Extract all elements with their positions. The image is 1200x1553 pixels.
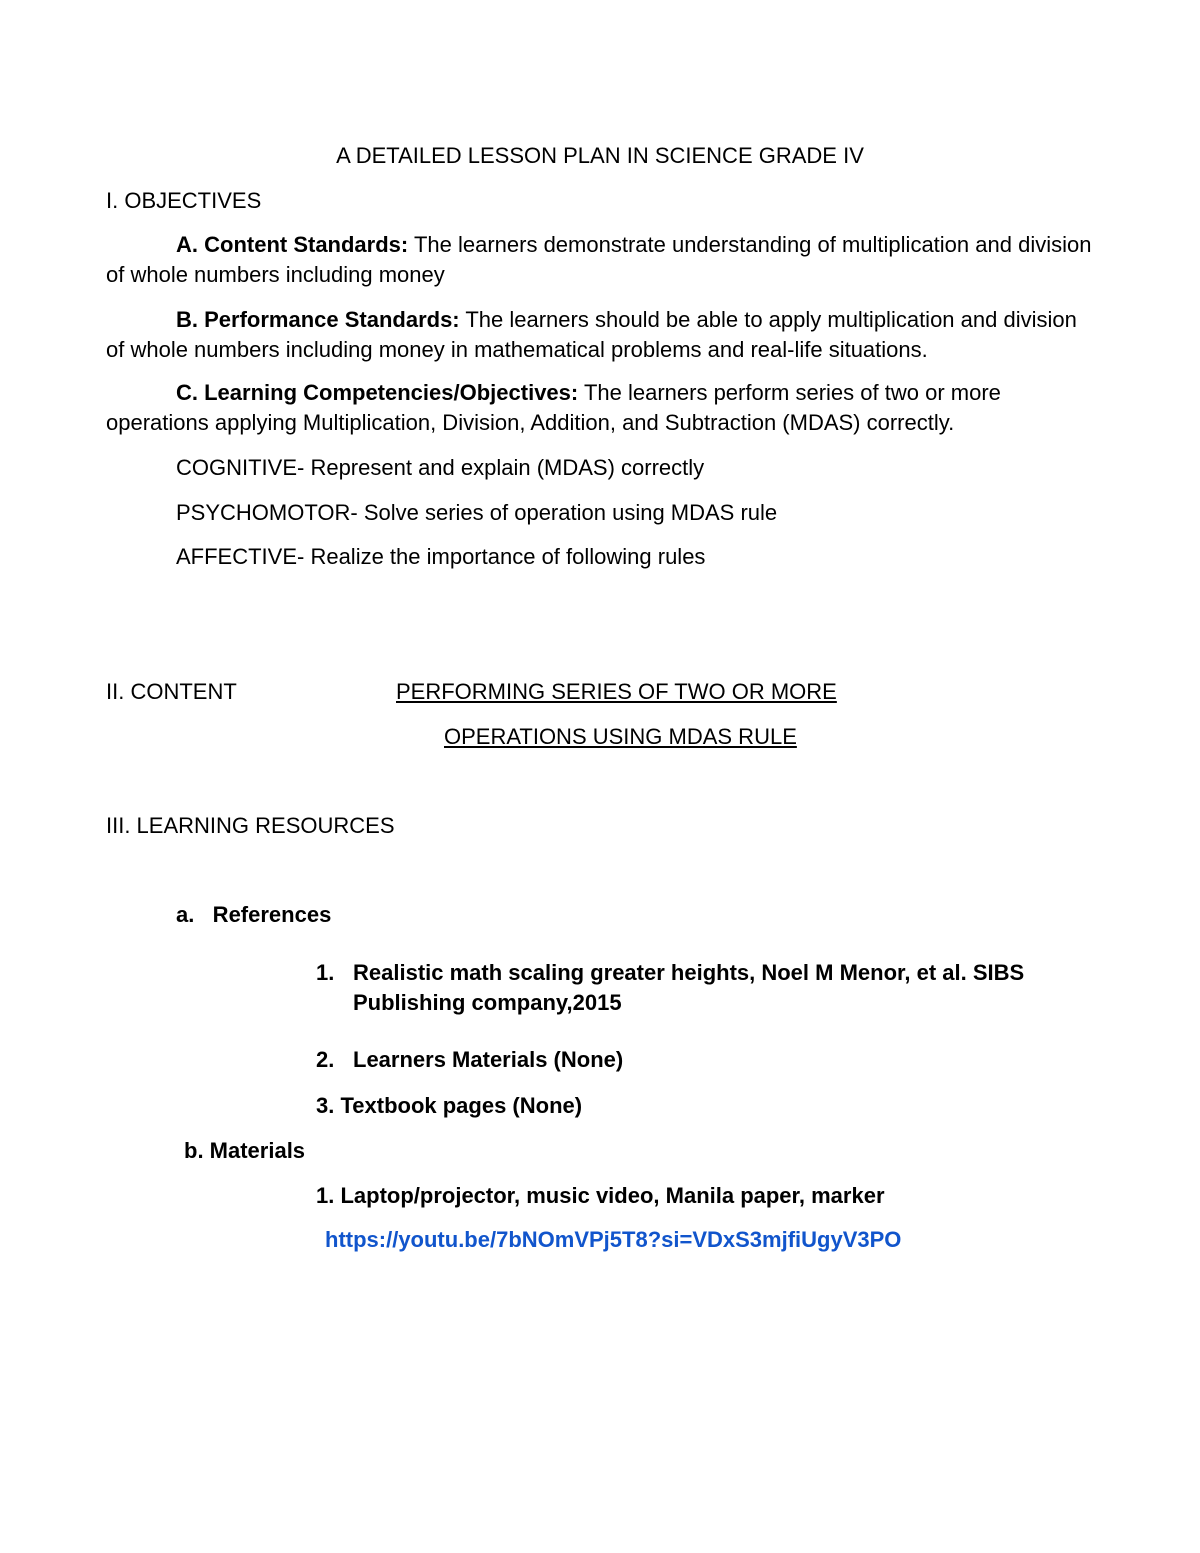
performance-standards-text: The learners should be able to apply multiplication and division of whole numbers including money in mathematical problems and real-life situations. <box>106 307 1077 362</box>
material-1-text: 1. Laptop/projector, music video, Manila paper, marker <box>316 1183 885 1208</box>
cognitive-objective: COGNITIVE- Represent and explain (MDAS) correctly <box>176 455 705 480</box>
learning-resources-heading: III. LEARNING RESOURCES <box>106 813 395 838</box>
content-standards-paragraph <box>106 230 1096 290</box>
document-title: A DETAILED LESSON PLAN IN SCIENCE GRADE IV <box>336 143 864 168</box>
objectives-heading: I. OBJECTIVES <box>106 188 262 213</box>
reference-3-text: 3. Textbook pages (None) <box>316 1093 583 1118</box>
reference-2-number: 2. <box>316 1047 335 1072</box>
content-standards-text: The learners demonstrate understanding of multiplication and division of whole numbers including money <box>106 232 1092 287</box>
learning-competencies-label: C. Learning Competencies/Objectives: <box>176 380 579 405</box>
content-heading: II. CONTENT <box>106 679 237 704</box>
reference-2-text: Learners Materials (None) <box>353 1047 624 1072</box>
performance-standards-label: B. Performance Standards: <box>176 307 460 332</box>
content-standards-label: A. Content Standards: <box>176 232 409 257</box>
psychomotor-objective: PSYCHOMOTOR- Solve series of operation using MDAS rule <box>176 500 778 525</box>
content-topic-line-2: OPERATIONS USING MDAS RULE <box>444 724 797 749</box>
video-link[interactable]: https://youtu.be/7bNOmVPj5T8?si=VDxS3mjfiUgyV3PO <box>325 1227 902 1252</box>
learning-competencies-paragraph <box>106 378 1096 438</box>
content-topic-line-1: PERFORMING SERIES OF TWO OR MORE <box>396 679 837 704</box>
reference-1-line-2: Publishing company,2015 <box>353 990 622 1015</box>
materials-label: b. Materials <box>184 1138 306 1163</box>
references-label: a. References <box>176 902 332 927</box>
reference-1-line-1: Realistic math scaling greater heights, Noel M Menor, et al. SIBS <box>353 960 1025 985</box>
learning-competencies-text: The learners perform series of two or more operations applying Multiplication, Division, Addition, and Subtraction (MDAS) correctly. <box>106 380 1001 435</box>
affective-objective: AFFECTIVE- Realize the importance of following rules <box>176 544 706 569</box>
reference-1-number: 1. <box>316 960 335 985</box>
performance-standards-paragraph <box>106 305 1096 365</box>
